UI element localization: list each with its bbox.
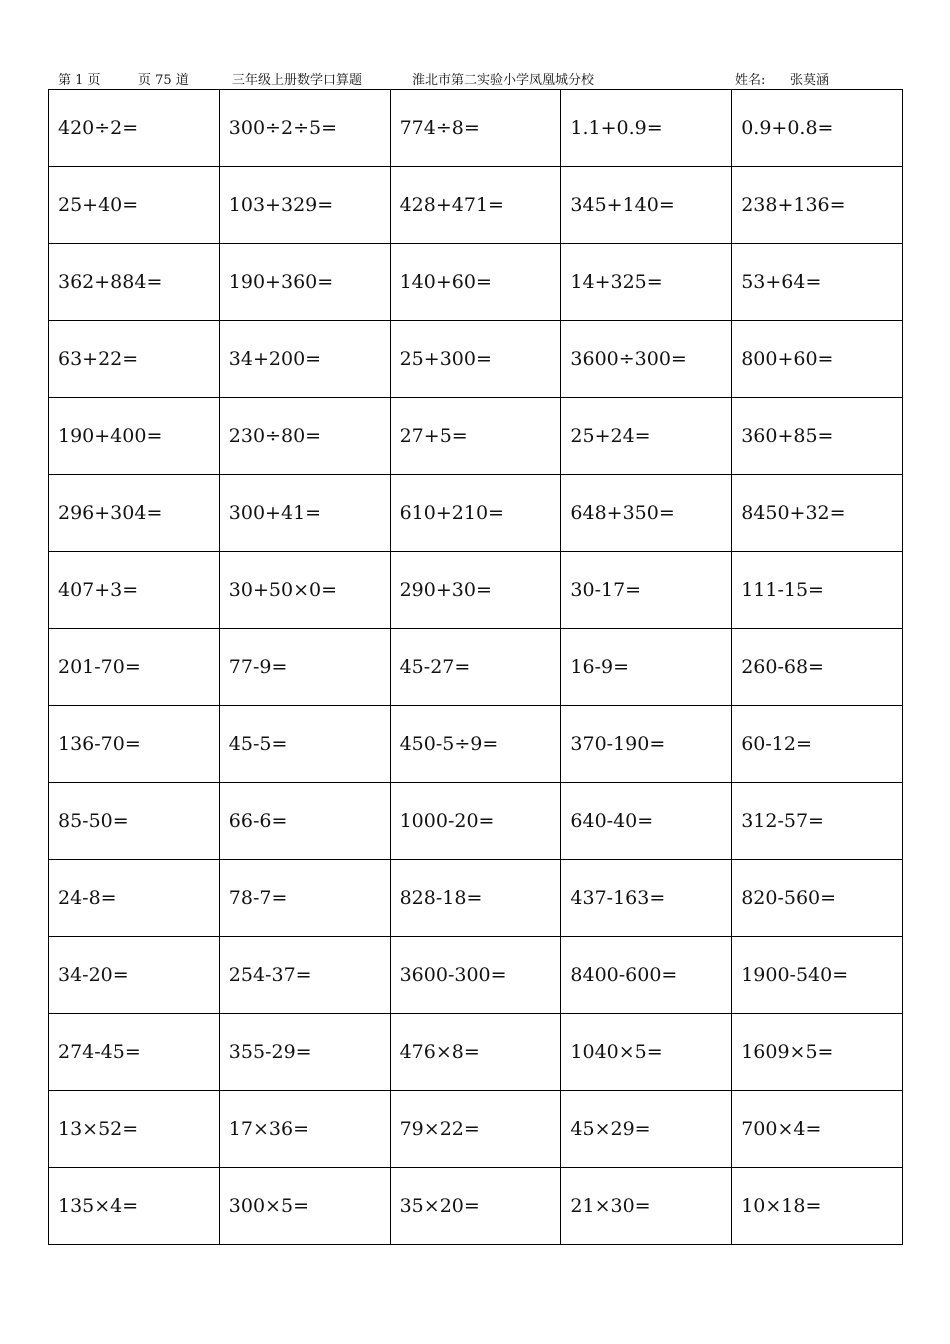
problem-cell: 700×4=	[732, 1091, 903, 1168]
page-header	[0, 72, 950, 90]
problem-cell: 135×4=	[49, 1168, 220, 1245]
problem-cell: 24-8=	[49, 860, 220, 937]
problem-cell: 312-57=	[732, 783, 903, 860]
problem-cell: 25+24=	[561, 398, 732, 475]
problem-cell: 1000-20=	[390, 783, 561, 860]
problem-cell: 648+350=	[561, 475, 732, 552]
problem-cell: 345+140=	[561, 167, 732, 244]
problem-cell: 437-163=	[561, 860, 732, 937]
problem-cell: 355-29=	[219, 1014, 390, 1091]
problem-cell: 27+5=	[390, 398, 561, 475]
problem-cell: 16-9=	[561, 629, 732, 706]
problem-row	[49, 321, 903, 398]
problem-cell: 60-12=	[732, 706, 903, 783]
problem-row	[49, 475, 903, 552]
problem-cell: 3600÷300=	[561, 321, 732, 398]
problem-cell: 820-560=	[732, 860, 903, 937]
problem-cell: 140+60=	[390, 244, 561, 321]
problem-cell: 66-6=	[219, 783, 390, 860]
problem-cell: 1609×5=	[732, 1014, 903, 1091]
problem-row	[49, 90, 903, 167]
problem-cell: 296+304=	[49, 475, 220, 552]
problem-cell: 21×30=	[561, 1168, 732, 1245]
problem-cell: 774÷8=	[390, 90, 561, 167]
problem-cell: 300÷2÷5=	[219, 90, 390, 167]
problem-cell: 30+50×0=	[219, 552, 390, 629]
problem-cell: 260-68=	[732, 629, 903, 706]
problem-cell: 8450+32=	[732, 475, 903, 552]
problem-cell: 1.1+0.9=	[561, 90, 732, 167]
problem-cell: 14+325=	[561, 244, 732, 321]
problem-row	[49, 783, 903, 860]
problem-cell: 640-40=	[561, 783, 732, 860]
problem-row	[49, 860, 903, 937]
problem-cell: 136-70=	[49, 706, 220, 783]
problem-cell: 34+200=	[219, 321, 390, 398]
problem-cell: 78-7=	[219, 860, 390, 937]
problem-cell: 420÷2=	[49, 90, 220, 167]
problem-cell: 201-70=	[49, 629, 220, 706]
problem-cell: 370-190=	[561, 706, 732, 783]
problem-cell: 450-5÷9=	[390, 706, 561, 783]
school-name: 淮北市第二实验小学凤凰城分校	[412, 73, 595, 88]
name-label: 姓名:	[735, 73, 766, 88]
problem-cell: 360+85=	[732, 398, 903, 475]
problem-cell: 53+64=	[732, 244, 903, 321]
problem-cell: 800+60=	[732, 321, 903, 398]
problem-cell: 17×36=	[219, 1091, 390, 1168]
problem-cell: 103+329=	[219, 167, 390, 244]
student-name: 张莫涵	[790, 73, 830, 88]
problem-cell: 77-9=	[219, 629, 390, 706]
problem-row	[49, 552, 903, 629]
problem-cell: 610+210=	[390, 475, 561, 552]
problem-cell: 476×8=	[390, 1014, 561, 1091]
problem-cell: 25+40=	[49, 167, 220, 244]
problem-cell: 300+41=	[219, 475, 390, 552]
question-count: 页 75 道	[138, 73, 189, 88]
problem-cell: 238+136=	[732, 167, 903, 244]
problem-row	[49, 244, 903, 321]
problem-cell: 25+300=	[390, 321, 561, 398]
problem-row	[49, 398, 903, 475]
problem-cell: 300×5=	[219, 1168, 390, 1245]
problem-cell: 1900-540=	[732, 937, 903, 1014]
problem-row	[49, 937, 903, 1014]
problem-cell: 35×20=	[390, 1168, 561, 1245]
problem-row	[49, 1091, 903, 1168]
problem-cell: 63+22=	[49, 321, 220, 398]
problem-cell: 45×29=	[561, 1091, 732, 1168]
problem-cell: 3600-300=	[390, 937, 561, 1014]
problem-cell: 828-18=	[390, 860, 561, 937]
problem-cell: 1040×5=	[561, 1014, 732, 1091]
problem-row	[49, 167, 903, 244]
problem-cell: 111-15=	[732, 552, 903, 629]
problem-cell: 85-50=	[49, 783, 220, 860]
problem-cell: 274-45=	[49, 1014, 220, 1091]
problem-row	[49, 1014, 903, 1091]
problem-cell: 10×18=	[732, 1168, 903, 1245]
problem-cell: 13×52=	[49, 1091, 220, 1168]
problem-row	[49, 1168, 903, 1245]
problem-grid	[48, 89, 903, 1245]
problem-cell: 45-27=	[390, 629, 561, 706]
problem-cell: 407+3=	[49, 552, 220, 629]
problem-cell: 254-37=	[219, 937, 390, 1014]
problem-cell: 230÷80=	[219, 398, 390, 475]
problem-cell: 45-5=	[219, 706, 390, 783]
problem-cell: 34-20=	[49, 937, 220, 1014]
problem-cell: 190+400=	[49, 398, 220, 475]
problem-cell: 0.9+0.8=	[732, 90, 903, 167]
problem-row	[49, 706, 903, 783]
problem-cell: 8400-600=	[561, 937, 732, 1014]
page-number: 第 1 页	[58, 73, 101, 88]
problem-cell: 30-17=	[561, 552, 732, 629]
problem-cell: 190+360=	[219, 244, 390, 321]
worksheet-title: 三年级上册数学口算题	[232, 73, 363, 88]
problem-cell: 428+471=	[390, 167, 561, 244]
problem-cell: 362+884=	[49, 244, 220, 321]
problem-row	[49, 629, 903, 706]
problem-cell: 290+30=	[390, 552, 561, 629]
problem-cell: 79×22=	[390, 1091, 561, 1168]
